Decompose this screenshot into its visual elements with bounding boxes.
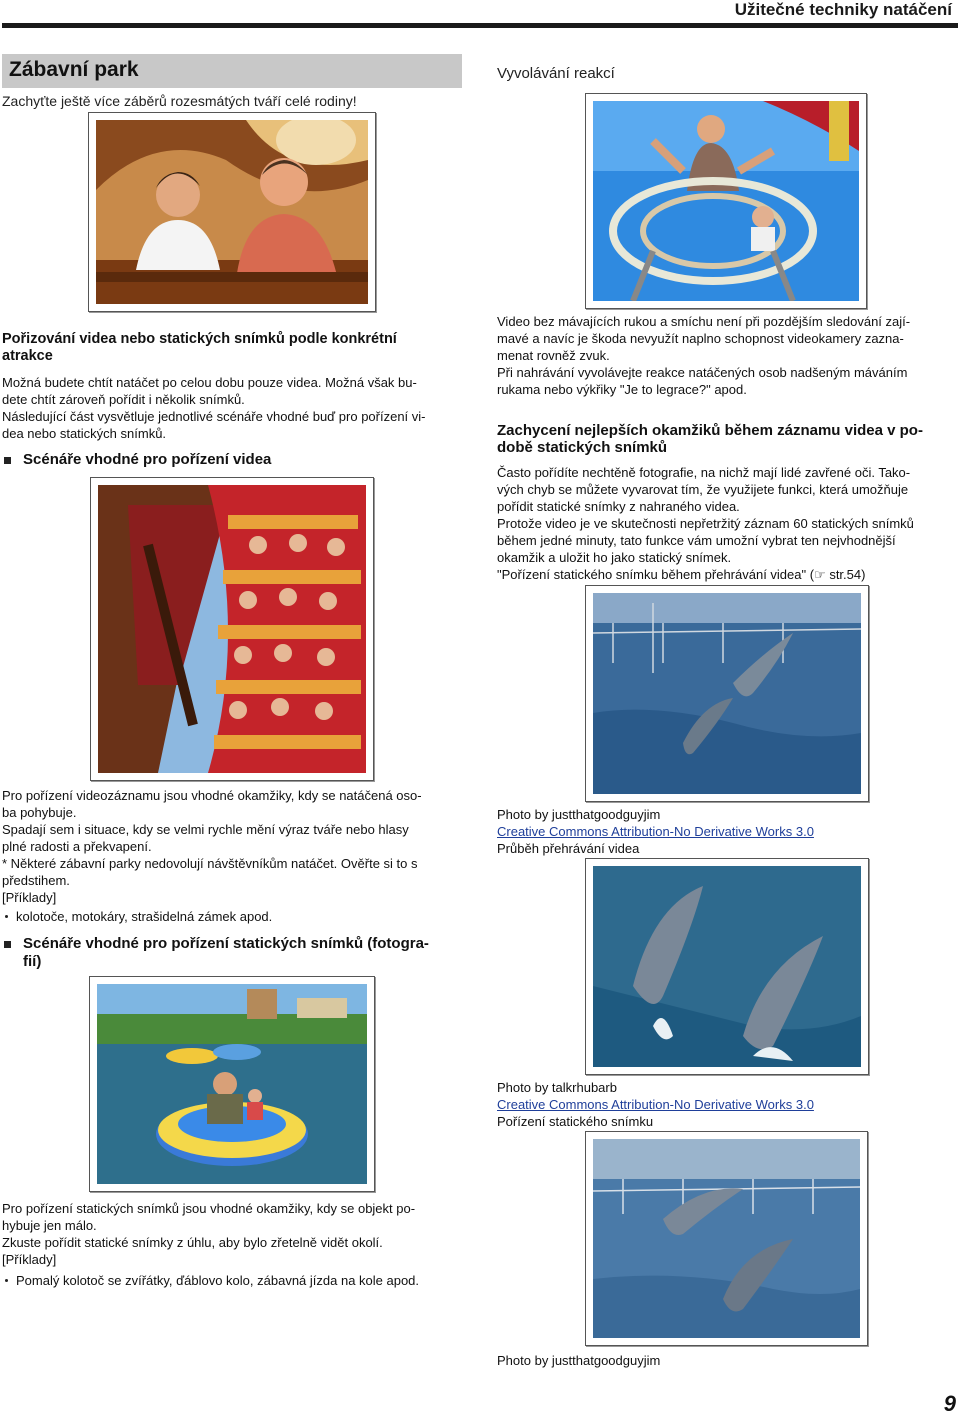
- best-moments-text: Často pořídíte nechtěně fotografie, na nichž mají lidé zavřené oči. Tako- vých chyb se můžete vyvarovat tím, že využijete funkci, která umožňuje pořídit statické snímky z nahraného videa. Protože video je ve skutečnosti nepřetržitý záznam 60 statických snímků během jedné minuty, tato funkce vám umožní vybrat ten nejvhodnější okamžik a uložit ho jako statický snímek. "Pořízení statického snímku během přehrávání videa" (☞ str.54): [497, 465, 914, 582]
- running-header: Užitečné techniky natáčení: [734, 0, 952, 19]
- intro-paragraph: Možná budete chtít natáčet po celou dobu pouze videa. Možná však bu- dete chtít zároveň pořídit i několik snímků. Následující část vysvětluje jednotlivé scénáře vhodné buď pro pořízení vi- dea nebo statických snímků.: [2, 375, 426, 441]
- photo-dolphins-2: [585, 858, 869, 1075]
- section-subtitle: Zachyťte ještě více záběrů rozesmátých tváří celé rodiny!: [2, 93, 357, 109]
- photo-roller-coaster: [90, 477, 374, 781]
- page-number: 9: [943, 1391, 956, 1416]
- bullet-icon: [5, 915, 8, 918]
- photo-family-laughing: [88, 112, 376, 312]
- still-scenario-text: Pro pořízení statických snímků jsou vhodné okamžiky, kdy se objekt po- hybuje jen málo. Zkuste pořídit statické snímky z úhlu, aby bylo zřetelně vidět okolí. [Příklady]: [2, 1201, 416, 1267]
- attractions-heading: Pořizování videa nebo statických snímků podle konkrétní atrakce: [2, 331, 397, 364]
- scenario-still-title: Scénáře vhodné pro pořízení statických snímků (fotogra- fií): [23, 935, 429, 970]
- photo-dolphins-3: [585, 1131, 868, 1346]
- reactions-text: Video bez mávajících rukou a smíchu není při pozdějším sledování zají- mavé a navíc je škoda nevyužít naplno schopnost videokamery zazna- menat rovněž zvuk. Při nahrávání vyvolávejte reakce natáčených osob nadšeným máváním rukama nebo výkřiky "Je to legrace?" apod.: [497, 314, 911, 397]
- photo-swing-ride: [585, 93, 867, 309]
- photo-bumper-boats: [89, 976, 375, 1192]
- scenario-video-title: Scénáře vhodné pro pořízení videa: [23, 451, 272, 468]
- page-reference-link[interactable]: "Pořízení statického snímku během přehrávání videa" (☞ str.54): [497, 567, 866, 582]
- photo-dolphins-1: [585, 585, 869, 802]
- credit-block-1: Photo by justthatgoodguyjim Creative Commons Attribution-No Derivative Works 3.0 Průběh přehrávání videa: [497, 807, 814, 856]
- header-rule: [2, 23, 958, 28]
- square-bullet-icon: [4, 941, 11, 948]
- video-scenario-text: Pro pořízení videozáznamu jsou vhodné okamžiky, kdy se natáčená oso- ba pohybuje. Spadají sem i situace, kdy se velmi rychle mění výraz tváře nebo hlasy plné radosti a překvapení. * Některé zábavní parky nedovolují návštěvníkům natáčet. Ověřte si to s předstihem. [Příklady]: [2, 788, 422, 905]
- caption-still: Pořízení statického snímku: [497, 1114, 654, 1129]
- bullet-icon: [5, 1279, 8, 1282]
- caption-playback: Průběh přehrávání videa: [497, 841, 640, 856]
- credit-block-2: Photo by talkrhubarb Creative Commons Attribution-No Derivative Works 3.0 Pořízení statického snímku: [497, 1080, 814, 1129]
- video-examples: kolotoče, motokáry, strašidelná zámek apod.: [16, 909, 273, 924]
- still-examples: Pomalý kolotoč se zvířátky, ďáblovo kolo, zábavná jízda na kole apod.: [16, 1273, 420, 1288]
- reactions-title: Vyvolávání reakcí: [497, 65, 615, 82]
- credit-block-3: Photo by justthatgoodguyjim: [497, 1353, 661, 1368]
- square-bullet-icon: [4, 457, 11, 464]
- section-title-band: [2, 54, 462, 88]
- license-link-2[interactable]: Creative Commons Attribution-No Derivative Works 3.0: [497, 1097, 814, 1112]
- license-link-1[interactable]: Creative Commons Attribution-No Derivative Works 3.0: [497, 824, 814, 839]
- section-title: Zábavní park: [9, 58, 139, 81]
- best-moments-heading: Zachycení nejlepších okamžiků během záznamu videa v po- době statických snímků: [497, 422, 923, 456]
